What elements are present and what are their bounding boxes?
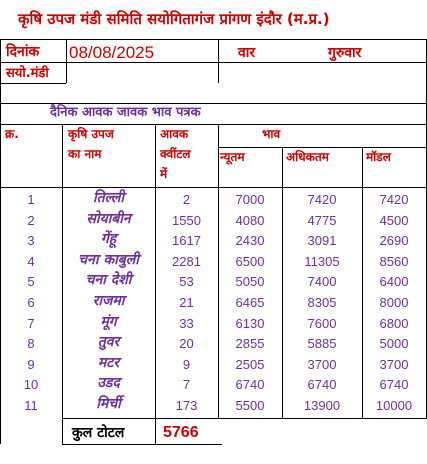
header-min: न्यूतम	[220, 150, 245, 164]
grid-line	[62, 444, 222, 445]
cell-sno: 9	[27, 356, 35, 372]
cell-sno: 6	[27, 295, 35, 310]
grid-line	[282, 147, 283, 418]
cell-sno: 8	[27, 336, 35, 352]
cell-crop-name: चना काबुली	[78, 251, 139, 268]
grid-line	[362, 147, 363, 418]
day-value: गुरुवार	[328, 45, 362, 61]
header-modal: मॉडल	[366, 150, 391, 164]
grid-line	[218, 39, 219, 83]
cell-arrival: 1617	[172, 233, 201, 249]
cell-modal-price: 3700	[379, 356, 409, 372]
grid-line	[218, 147, 427, 148]
cell-min-price: 6500	[235, 253, 265, 269]
cell-min-price: 6465	[235, 295, 265, 310]
cell-arrival: 20	[179, 336, 194, 352]
cell-crop-name: तिल्ली	[92, 190, 125, 206]
sheet-header-title: कृषि उपज मंडी समिति सयोगितागंज प्रांगण इंदौर (म.प्र.)	[18, 10, 330, 28]
cell-sno: 2	[27, 212, 35, 228]
cell-min-price: 7000	[235, 192, 265, 207]
cell-modal-price: 10000	[375, 398, 413, 413]
header-crop-line2: का नाम	[68, 147, 102, 161]
grid-line	[0, 124, 427, 125]
total-value: 5766	[163, 424, 199, 441]
grid-line	[218, 124, 219, 418]
grid-line	[0, 103, 427, 104]
header-max: अधिकतम	[286, 150, 329, 164]
date-value: 08/08/2025	[69, 43, 155, 62]
cell-crop-name: चना देशी	[85, 272, 132, 289]
cell-sno: 1	[27, 192, 35, 207]
header-crop-line1: कृषि उपज	[68, 127, 114, 141]
grid-line	[0, 62, 427, 63]
cell-sno: 3	[27, 233, 35, 249]
cell-min-price: 2430	[235, 233, 265, 249]
cell-crop-name: राजमा	[92, 293, 125, 309]
cell-sno: 7	[27, 315, 35, 331]
grid-line	[155, 124, 156, 444]
cell-crop-name: मूंग	[100, 313, 117, 330]
header-price: भाव	[262, 127, 281, 141]
cell-modal-price: 2690	[379, 233, 409, 249]
cell-modal-price: 6740	[379, 377, 409, 393]
cell-max-price: 3700	[307, 356, 337, 372]
cell-arrival: 7	[182, 377, 191, 393]
header-arrival-line3: में	[160, 167, 168, 181]
day-label: वार	[238, 45, 256, 61]
cell-max-price: 8305	[307, 295, 337, 310]
cell-arrival: 9	[182, 356, 191, 372]
cell-arrival: 2	[182, 192, 191, 207]
cell-arrival: 21	[179, 295, 194, 310]
grid-line	[62, 418, 427, 419]
grid-line	[0, 83, 66, 84]
grid-line	[0, 39, 1, 444]
date-label: दिनांक	[6, 44, 40, 60]
cell-modal-price: 7420	[379, 192, 409, 207]
cell-max-price: 11305	[304, 253, 340, 269]
cell-max-price: 4775	[307, 212, 337, 228]
cell-sno: 10	[23, 377, 39, 393]
cell-crop-name: मिर्ची	[96, 396, 121, 412]
grid-line	[66, 39, 67, 83]
cell-arrival: 2281	[172, 253, 201, 269]
cell-modal-price: 8000	[379, 295, 409, 310]
cell-crop-name: गेंहू	[100, 231, 117, 248]
cell-modal-price: 6400	[379, 274, 409, 290]
cell-max-price: 5885	[307, 336, 337, 352]
grid-line	[0, 39, 427, 40]
cell-sno: 11	[24, 398, 38, 413]
cell-max-price: 6740	[307, 377, 337, 393]
cell-sno: 5	[27, 274, 35, 290]
cell-max-price: 7400	[307, 274, 337, 290]
cell-min-price: 6740	[235, 377, 265, 393]
cell-min-price: 2855	[235, 336, 265, 352]
cell-modal-price: 4500	[379, 212, 409, 228]
cell-modal-price: 5000	[379, 336, 409, 352]
cell-arrival: 53	[179, 274, 194, 290]
cell-crop-name: मटर	[97, 354, 120, 371]
cell-max-price: 7600	[307, 315, 337, 331]
cell-max-price: 7420	[307, 192, 337, 207]
cell-crop-name: सोयाबीन	[86, 210, 131, 227]
cell-arrival: 33	[179, 315, 194, 331]
cell-sno: 4	[27, 253, 35, 269]
grid-line	[62, 124, 63, 444]
cell-min-price: 4080	[235, 212, 265, 228]
cell-crop-name: उडद	[97, 375, 120, 392]
cell-modal-price: 6800	[379, 315, 409, 331]
cell-min-price: 2505	[235, 356, 265, 372]
header-arrival-line1: आवक	[160, 127, 189, 141]
cell-min-price: 6130	[235, 315, 265, 331]
cell-max-price: 3091	[307, 233, 337, 249]
mandi-label: सयो.मंडी	[6, 66, 49, 81]
sheet-title: दैनिक आवक जावक भाव पत्रक	[50, 105, 201, 120]
cell-arrival: 1550	[172, 212, 201, 228]
cell-arrival: 173	[175, 398, 198, 413]
cell-modal-price: 8560	[379, 253, 409, 269]
total-label: कुल टोटल	[72, 425, 125, 441]
cell-min-price: 5500	[235, 398, 265, 413]
cell-max-price: 13900	[303, 398, 341, 413]
header-arrival-line2: क्वींटल	[160, 147, 191, 161]
cell-crop-name: तुवर	[97, 334, 120, 351]
header-sno: क्र.	[5, 127, 19, 141]
cell-min-price: 5050	[235, 274, 265, 290]
